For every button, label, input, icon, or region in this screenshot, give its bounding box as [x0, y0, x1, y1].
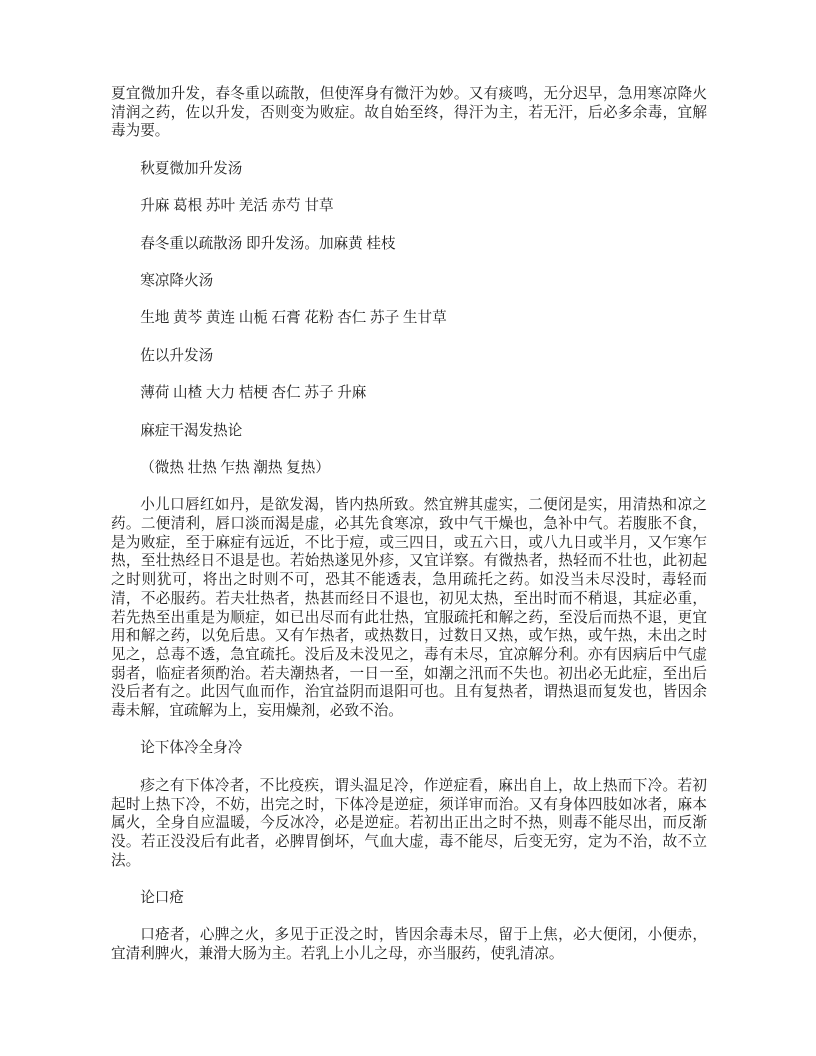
- formula-title-qiuxia-shengfa-tang: 秋夏微加升发汤: [140, 160, 243, 177]
- intro-paragraph: 夏宜微加升发，春冬重以疏散，但使浑身有微汗为妙。又有痰鸣，无分迟早，急用寒凉降火清润之药，佐以升发，否则变为败症。故自始至终，得汗为主，若无汗，后必多余毒，宜解毒为要。: [111, 86, 707, 140]
- paragraph-kouchuang: 口疮者，心脾之火，多见于正没之时，皆因余毒未尽，留于上焦，必大便闭，小便赤，宜清利脾火，兼滑大肠为主。若乳上小儿之母，亦当服药，使乳清凉。: [111, 927, 707, 963]
- formula-ingredients-zuoyi-shengfa: 薄荷 山楂 大力 桔梗 杏仁 苏子 升麻: [140, 385, 367, 402]
- paragraph-xiati-leng: 疹之有下体冷者，不比疫疾，谓头温足冷，作逆症看，麻出自上，故上热而下冷。若初起时上热下冷，不妨，出完之时，下体冷是逆症，须详审而治。又有身体四肢如冰者，麻本属火，全身自应温暖，今反冰冷，必是逆症。若初出正出之时不热，则毒不能尽出，而反渐没。若正没没后有此者，必脾胃倒坏，气血大虚，毒不能尽，后变无穷，定为不治，故不立法。: [111, 777, 707, 869]
- formula-ingredients-shengfa-tang: 升麻 葛根 苏叶 羌活 赤芍 甘草: [140, 198, 334, 215]
- formula-title-chundong-shusan-tang: 春冬重以疏散汤 即升发汤。加麻黄 桂枝: [140, 235, 396, 252]
- formula-title-zuoyi-shengfa-tang: 佐以升发汤: [140, 347, 214, 364]
- section-heading-kouchuang-lun: 论口疮: [140, 890, 184, 907]
- section-heading-xiati-leng-lun: 论下体冷全身冷: [140, 740, 243, 757]
- paragraph-fare-discussion: 小儿口唇红如丹，是欲发渴，皆内热所致。然宜辨其虚实，二便闭是实，用清热和凉之药。二便清利，唇口淡而渴是虚，必其先食寒凉，致中气干燥也，急补中气。若腹胀不食，是为败症，至于麻症有远近，不比于痘，或三四日，或五六日，或八九日或半月，又乍寒乍热，至壮热经日不退是也。若始热遂见外疹，又宜详察。有微热者，热轻而不壮也，此初起之时则犹可，将出之时则不可，恐其不能透表，急用疏托之药。如没当未尽没时，毒轻而清，不必服药。若夫壮热者，热甚而经日不退也，初见太热，至出时而不稍退，其症必重，若先热至出重是为顺症，如已出尽而有此壮热，宜服疏托和解之药，至没后而热不退，更宜用和解之药，以免后患。又有乍热者，或热数日，过数日又热，或乍热，或午热，未出之时见之，总毒不透，急宜疏托。没后及未没见之，毒有未尽，宜凉解分利。亦有因病后中气虚弱者，临症者须酌治。若夫潮热者，一日一至，如潮之汛而不失也。初出必无此症，至出后没后者有之。此因气血而作，治宜益阴而退阳可也。且有复热者，谓热退而复发也，皆因余毒未解，宜疏解为上，妄用燥剂，必致不治。: [111, 497, 707, 720]
- formula-ingredients-jianghuo-tang: 生地 黄芩 黄连 山栀 石膏 花粉 杏仁 苏子 生甘草: [140, 310, 447, 327]
- formula-title-hanliang-jianghuo-tang: 寒凉降火汤: [140, 272, 214, 289]
- section-heading-ganke-fare-lun: 麻症干渴发热论: [140, 422, 243, 439]
- text-column: [111, 85, 707, 964]
- fever-types-note: （微热 壮热 乍热 潮热 复热）: [140, 459, 330, 476]
